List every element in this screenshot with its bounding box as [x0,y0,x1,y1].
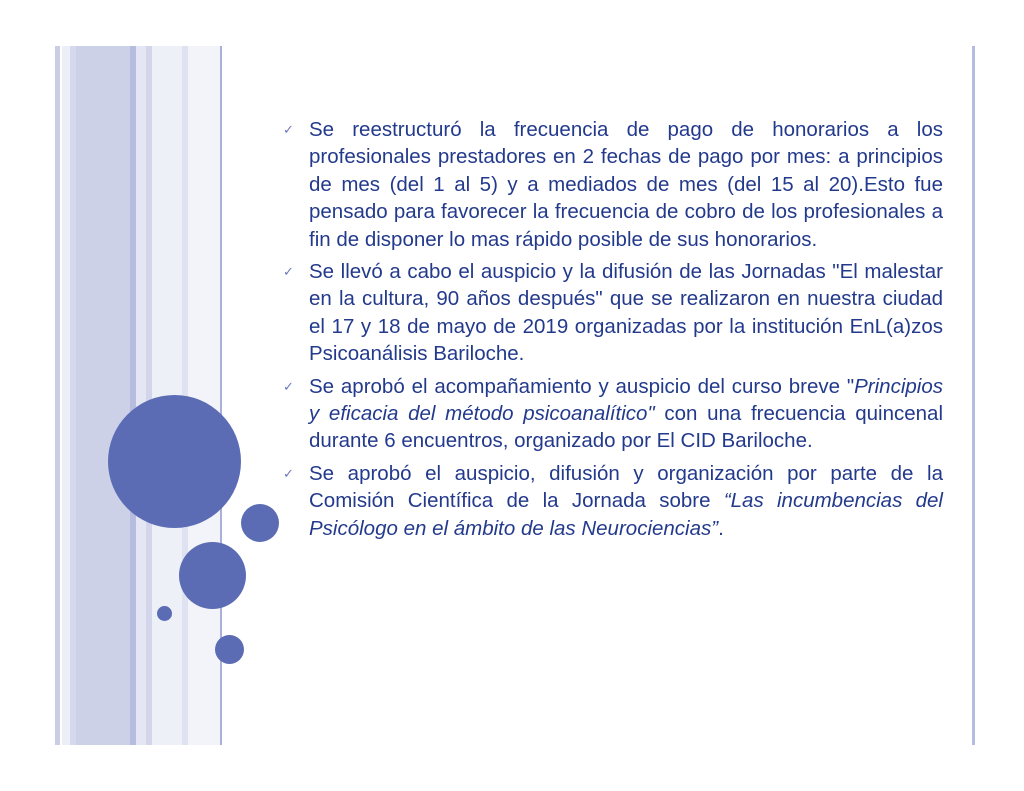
checkmark-icon: ✓ [283,123,294,138]
bullet-text-segment: con una frecuencia quincenal durante 6 encuentros, organizado por El CID Bariloche. [309,402,943,453]
decorative-stripe [136,46,146,745]
bullet-item [283,460,943,542]
bullet-text-segment: Se reestructuró la frecuencia de pago de honorarios a los profesionales prestadores en 2 fechas de pago por mes: a principios de mes (del 1 al 5) y a mediados de mes (del 15 al 20).Esto fue pensado para favorecer la frecuencia de cobro de los profesionales a fin de disponer lo mas rápido posible de sus honorarios. [309,118,943,251]
bullet-item [283,373,943,455]
decorative-stripe [62,46,70,745]
bullet-text-italic: “Las incumbencias del Psicólogo en el ámbito de las Neurociencias” [309,489,943,540]
decorative-circle-large [108,395,241,528]
decorative-circle-tiny [157,606,172,621]
right-border-line [972,46,975,745]
bullet-text [309,258,943,368]
checkmark-icon: ✓ [283,265,294,281]
bullet-text-segment: Se llevó a cabo el auspicio y la difusión de las Jornadas "El malestar en la cultura, 90 años después" que se realizaron en nuestra ciudad el 17 y 18 de mayo de 2019 organizadas por la institución EnL(a)zos Psicoanálisis Bariloche. [309,260,943,366]
bullet-text [309,460,943,542]
bullet-text [309,373,943,455]
decorative-circle-medium [179,542,246,609]
bullet-text-italic: Principios y eficacia del método psicoanalítico" [309,374,943,426]
decorative-circle-small [215,635,244,664]
decorative-stripe [55,46,60,745]
checkmark-icon: ✓ [283,379,294,395]
bullet-text-segment: . [718,516,724,540]
bullet-item [283,258,943,368]
decorative-stripe [188,46,220,745]
bullet-text-segment: Se aprobó el acompañamiento y auspicio del curso breve " [309,374,855,398]
bullet-item [283,116,943,253]
checkmark-icon: ✓ [283,466,294,482]
decorative-circle-small [241,504,279,542]
decorative-stripe [76,46,130,745]
bullet-text-segment: Se aprobó el auspicio, difusión y organización por parte de la Comisión Científica de la Jornada sobre [309,461,943,513]
bullet-list [283,116,943,547]
bullet-text [309,116,943,253]
